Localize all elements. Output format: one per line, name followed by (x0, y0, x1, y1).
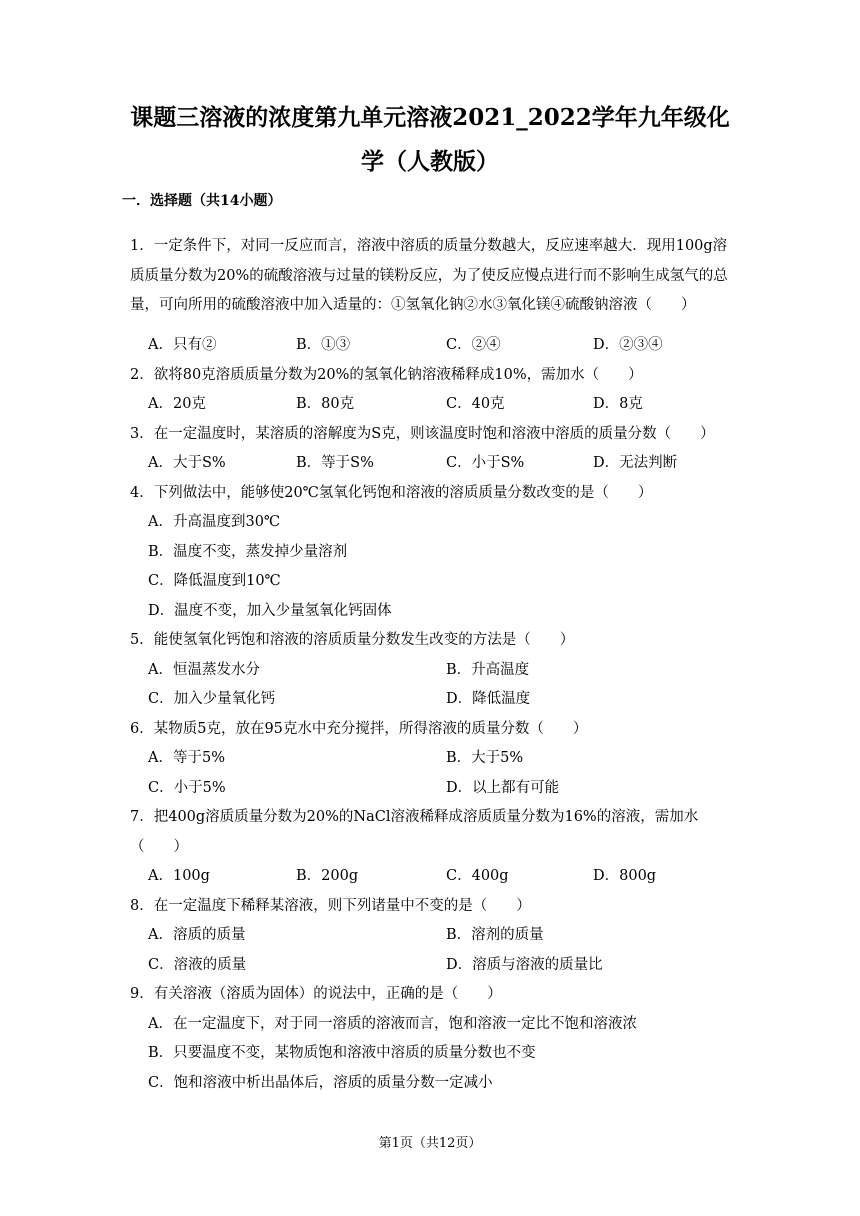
options-q4-a (148, 508, 738, 538)
options-q7 (148, 862, 738, 892)
option-b[interactable]: B．200g (296, 868, 359, 884)
option-a[interactable]: A．恒温蒸发水分 (148, 662, 260, 678)
options-q1 (148, 331, 738, 361)
option-b[interactable]: B．只要温度不变，某物质饱和溶液中溶质的质量分数也不变 (148, 1045, 536, 1061)
options-q9-a (148, 1010, 738, 1040)
question-2: 2．欲将80克溶质质量分数为20%的氢氧化钠溶液稀释成10%，需加水（ ） (130, 367, 643, 383)
option-c[interactable]: C．小于S% (446, 455, 525, 471)
options-q9-c (148, 1069, 738, 1099)
option-c[interactable]: C．降低温度到10℃ (148, 573, 281, 589)
options-q3 (148, 449, 738, 479)
options-q4-b (148, 538, 738, 568)
option-d[interactable]: D．溶质与溶液的质量比 (446, 957, 603, 973)
options-q8-row1 (148, 921, 738, 951)
option-c[interactable]: C．加入少量氧化钙 (148, 691, 276, 707)
options-q5-row2 (148, 685, 738, 715)
option-c[interactable]: C．②④ (446, 337, 501, 353)
question-5: 5．能使氢氧化钙饱和溶液的溶质质量分数发生改变的方法是（ ） (130, 632, 575, 648)
question-8: 8．在一定温度下稀释某溶液，则下列诸量中不变的是（ ） (130, 898, 531, 914)
option-b[interactable]: B．温度不变，蒸发掉少量溶剂 (148, 544, 348, 560)
option-c[interactable]: C．400g (446, 868, 509, 884)
options-q8-row2 (148, 951, 738, 981)
option-d[interactable]: D．②③④ (593, 337, 663, 353)
option-a[interactable]: A．等于5% (148, 750, 225, 766)
options-q6-row1 (148, 744, 738, 774)
option-c[interactable]: C．溶液的质量 (148, 957, 247, 973)
options-q6-row2 (148, 774, 738, 804)
option-d[interactable]: D．温度不变，加入少量氢氧化钙固体 (148, 603, 392, 619)
question-4: 4．下列做法中，能够使20℃氢氧化钙饱和溶液的溶质质量分数改变的是（ ） (130, 485, 653, 501)
option-d[interactable]: D．无法判断 (593, 455, 678, 471)
option-b[interactable]: B．大于5% (446, 750, 524, 766)
option-b[interactable]: B．80克 (296, 396, 355, 412)
question-9: 9．有关溶液（溶质为固体）的说法中，正确的是（ ） (130, 986, 502, 1002)
question-6: 6．某物质5克，放在95克水中充分搅拌，所得溶液的质量分数（ ） (130, 721, 588, 737)
options-q5-row1 (148, 656, 738, 686)
option-a[interactable]: A．升高温度到30℃ (148, 514, 281, 530)
option-c[interactable]: C．40克 (446, 396, 505, 412)
option-a[interactable]: A．100g (148, 868, 210, 884)
options-q4-c (148, 567, 738, 597)
option-d[interactable]: D．以上都有可能 (446, 780, 560, 796)
option-b[interactable]: B．升高温度 (446, 662, 530, 678)
option-b[interactable]: B．等于S% (296, 455, 374, 471)
option-a[interactable]: A．溶质的质量 (148, 927, 246, 943)
option-c[interactable]: C．小于5% (148, 780, 226, 796)
option-c[interactable]: C．饱和溶液中析出晶体后，溶质的质量分数一定减小 (148, 1075, 493, 1091)
options-q9-b (148, 1039, 738, 1069)
question-3: 3．在一定温度时，某溶质的溶解度为S克，则该温度时饱和溶液中溶质的质量分数（ ） (130, 426, 715, 442)
question-1: 1．一定条件下，对同一反应而言，溶液中溶质的质量分数越大，反应速率越大．现用100g溶质质量分数为20%的硫酸溶液与过量的镁粉反应，为了使反应慢点进行而不影响生成氢气的总量，可向所用的硫酸溶液中加入适量的：①氢氧化钠②水③氧化镁④硫酸钠溶液（ ） (130, 238, 728, 313)
option-d[interactable]: D．降低温度 (446, 691, 531, 707)
option-a[interactable]: A．20克 (148, 396, 206, 412)
document-title: 课题三溶液的浓度第九单元溶液2021_2022学年九年级化学（人教版） (130, 104, 730, 175)
option-a[interactable]: A．大于S% (148, 455, 226, 471)
question-7: 7．把400g溶质质量分数为20%的NaCl溶液稀释成溶质质量分数为16%的溶液，需加水（ ） (130, 809, 699, 855)
section-heading: 一．选择题（共14小题） (122, 193, 282, 209)
option-d[interactable]: D．800g (593, 868, 657, 884)
options-q2 (148, 390, 738, 420)
option-a[interactable]: A．只有② (148, 337, 217, 353)
option-b[interactable]: B．溶剂的质量 (446, 927, 544, 943)
options-q4-d (148, 597, 738, 627)
page-footer: 第1页（共12页） (378, 1136, 482, 1151)
option-a[interactable]: A．在一定温度下，对于同一溶质的溶液而言，饱和溶液一定比不饱和溶液浓 (148, 1016, 637, 1032)
option-d[interactable]: D．8克 (593, 396, 643, 412)
option-b[interactable]: B．①③ (296, 337, 351, 353)
